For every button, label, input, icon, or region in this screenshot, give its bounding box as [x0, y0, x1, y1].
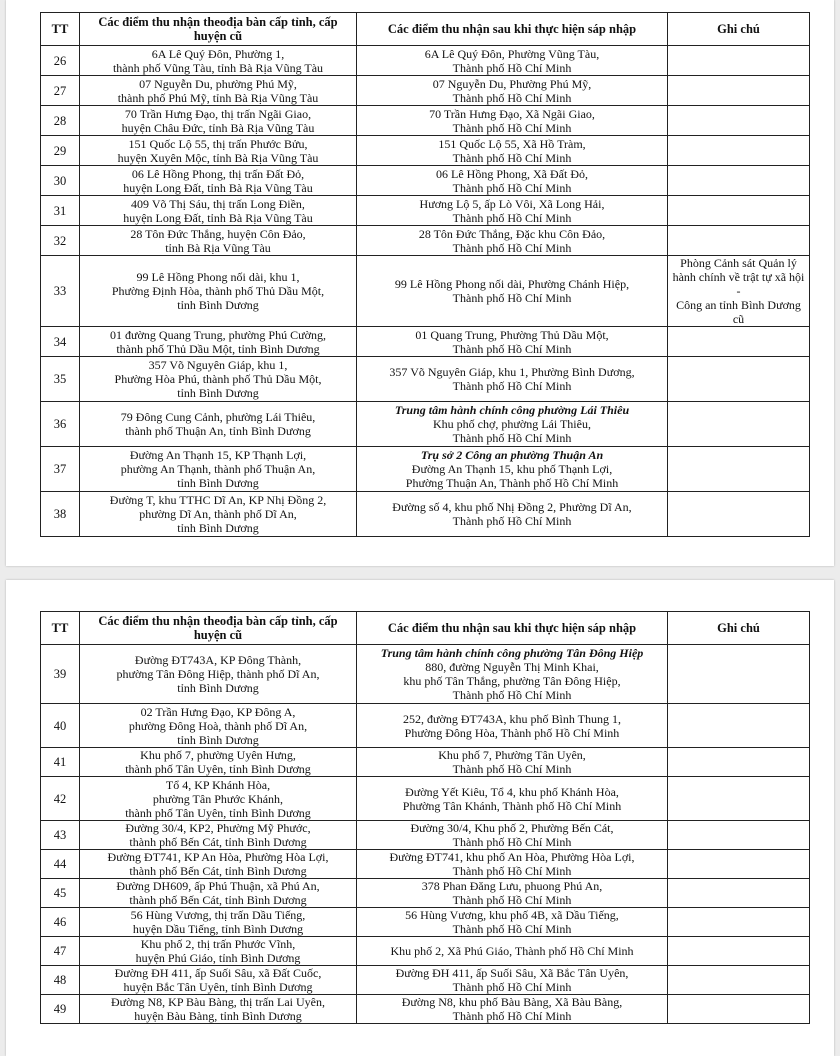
old-location-line: thành phố Phú Mỹ, tỉnh Bà Rịa Vũng Tàu — [117, 90, 319, 105]
old-location-line: huyện Long Đất, tỉnh Bà Rịa Vũng Tàu — [123, 180, 313, 195]
table-row — [41, 76, 810, 106]
note — [668, 327, 810, 357]
table-row — [41, 447, 810, 492]
new-location-line: Thành phố Hồ Chí Minh — [452, 835, 572, 849]
new-location — [357, 850, 668, 879]
new-location — [357, 777, 668, 821]
note — [668, 256, 810, 327]
header-new-location: Các điểm thu nhận sau khi thực hiện sáp nhập — [357, 13, 668, 46]
old-location-line: Tổ 4, KP Khánh Hòa, — [165, 777, 271, 792]
new-location-title: Trụ sở 2 Công an phường Thuận An — [420, 448, 604, 462]
header-old-location — [80, 612, 357, 645]
old-location-line: tỉnh Bình Dương — [177, 386, 259, 400]
table-body — [41, 645, 810, 1024]
old-location-line: huyện Phú Giáo, tỉnh Bình Dương — [135, 951, 301, 965]
old-location-line: huyện Bắc Tân Uyên, tỉnh Bình Dương — [123, 980, 313, 994]
row-number: 37 — [41, 447, 80, 492]
old-location-line: thành phố Tân Uyên, tỉnh Bình Dương — [125, 762, 311, 776]
row-number: 43 — [41, 821, 80, 850]
old-location — [80, 995, 357, 1024]
note — [668, 447, 810, 492]
new-location — [357, 908, 668, 937]
old-location — [80, 704, 357, 748]
old-location — [80, 937, 357, 966]
note — [668, 136, 810, 166]
new-location-line: khu phố Tân Thắng, phường Tân Đông Hiệp, — [403, 674, 621, 688]
new-location — [357, 357, 668, 402]
new-location — [357, 966, 668, 995]
note — [668, 748, 810, 777]
new-location-line: Thành phố Hồ Chí Minh — [452, 864, 572, 878]
note — [668, 850, 810, 879]
old-location-line: phường Tân Đông Hiệp, thành phố Dĩ An, — [116, 667, 320, 681]
old-location-line: 357 Võ Nguyên Giáp, khu 1, — [148, 358, 288, 372]
new-location — [357, 704, 668, 748]
header-row — [41, 13, 810, 46]
old-location-line: tỉnh Bình Dương — [177, 681, 259, 695]
new-location-line: Đường 30/4, Khu phố 2, Phường Bến Cát, — [410, 821, 614, 835]
note — [668, 645, 810, 704]
document-page-2 — [6, 580, 834, 1056]
new-location — [357, 995, 668, 1024]
table-row — [41, 995, 810, 1024]
new-location-line: 56 Hùng Vương, khu phố 4B, xã Dầu Tiếng, — [405, 908, 619, 922]
new-location-line: Phường Thuận An, Thành phố Hồ Chí Minh — [405, 476, 619, 490]
row-number: 42 — [41, 777, 80, 821]
table-row — [41, 136, 810, 166]
old-location-line: 99 Lê Hồng Phong nối dài, khu 1, — [136, 270, 300, 284]
old-location-line: 06 Lê Hồng Phong, thị trấn Đất Đỏ, — [131, 166, 305, 181]
new-location-line: 6A Lê Quý Đôn, Phường Vũng Tàu, — [424, 46, 600, 61]
table-row — [41, 908, 810, 937]
new-location — [357, 402, 668, 447]
new-location-line: Khu phố 7, Phường Tân Uyên, — [438, 748, 586, 762]
note-line: Công an tỉnh Bình Dương cũ — [676, 298, 801, 326]
table-row — [41, 821, 810, 850]
row-number: 40 — [41, 704, 80, 748]
row-number: 38 — [41, 492, 80, 537]
note — [668, 966, 810, 995]
old-location-line: Đường 30/4, KP2, Phường Mỹ Phước, — [125, 821, 311, 835]
row-number: 45 — [41, 879, 80, 908]
old-location-line: 28 Tôn Đức Thắng, huyện Côn Đảo, — [130, 226, 306, 241]
new-location-line: Thành phố Hồ Chí Minh — [452, 1009, 572, 1023]
row-number: 26 — [41, 46, 80, 76]
old-location — [80, 46, 357, 76]
row-number: 29 — [41, 136, 80, 166]
new-location-line: Phường Đông Hòa, Thành phố Hồ Chí Minh — [404, 725, 620, 740]
header-row — [41, 612, 810, 645]
note — [668, 995, 810, 1024]
old-location-line: thành phố Tân Uyên, tỉnh Bình Dương — [125, 805, 311, 820]
row-number: 32 — [41, 226, 80, 256]
new-location-line: 07 Nguyễn Du, Phường Phú Mỹ, — [432, 76, 592, 91]
row-number: 49 — [41, 995, 80, 1024]
new-location-line: 378 Phan Đăng Lưu, phuong Phú An, — [421, 879, 603, 893]
old-location-line: tỉnh Bình Dương — [177, 732, 259, 747]
note — [668, 704, 810, 748]
new-location — [357, 46, 668, 76]
old-location — [80, 106, 357, 136]
table-body — [41, 46, 810, 537]
old-location — [80, 76, 357, 106]
note — [668, 357, 810, 402]
old-location-line: 6A Lê Quý Đôn, Phường 1, — [151, 46, 285, 61]
old-location-line: thành phố Bến Cát, tỉnh Bình Dương — [129, 835, 307, 849]
old-location — [80, 136, 357, 166]
new-location-line: Thành phố Hồ Chí Minh — [452, 210, 572, 225]
new-location-line: Khu phố chợ, phường Lái Thiêu, — [433, 417, 591, 431]
new-location-line: 70 Trần Hưng Đạo, Xã Ngãi Giao, — [429, 106, 595, 121]
row-number: 41 — [41, 748, 80, 777]
old-location-line: huyện Bàu Bàng, tỉnh Bình Dương — [134, 1009, 302, 1023]
old-location-line: huyện Dầu Tiếng, tỉnh Bình Dương — [132, 922, 304, 936]
new-location-line: Đường ĐT741, khu phố An Hòa, Phường Hòa Lợi, — [389, 850, 635, 864]
new-location-line: 01 Quang Trung, Phường Thủ Dầu Một, — [415, 327, 609, 342]
old-location-line: phường Dĩ An, thành phố Dĩ An, — [139, 507, 297, 521]
old-location-line: thành phố Bến Cát, tỉnh Bình Dương — [129, 864, 307, 878]
new-location — [357, 196, 668, 226]
old-location — [80, 402, 357, 447]
old-location — [80, 327, 357, 357]
header-old-line: địa bàn cấp tỉnh, cấp huyện cũ — [193, 614, 338, 642]
old-location-line: huyện Xuyên Mộc, tỉnh Bà Rịa Vũng Tàu — [117, 150, 319, 165]
row-number: 34 — [41, 327, 80, 357]
old-location — [80, 777, 357, 821]
note — [668, 492, 810, 537]
old-location — [80, 821, 357, 850]
new-location-line: Thành phố Hồ Chí Minh — [452, 180, 572, 195]
old-location — [80, 748, 357, 777]
row-number: 30 — [41, 166, 80, 196]
new-location-line: Thành phố Hồ Chí Minh — [452, 90, 572, 105]
old-location-line: huyện Long Đất, tỉnh Bà Rịa Vũng Tàu — [123, 210, 313, 225]
row-number: 48 — [41, 966, 80, 995]
header-old-line: Các điểm thu nhận theo — [98, 614, 227, 628]
row-number: 39 — [41, 645, 80, 704]
new-location-line: Thành phố Hồ Chí Minh — [452, 762, 572, 776]
new-location-line: Phường Tân Khánh, Thành phố Hồ Chí Minh — [402, 798, 622, 813]
note — [668, 76, 810, 106]
old-location-line: Đường An Thạnh 15, KP Thạnh Lợi, — [129, 448, 307, 462]
header-old-line: Các điểm thu nhận theo — [98, 15, 227, 29]
table-row — [41, 46, 810, 76]
note — [668, 908, 810, 937]
header-old-location — [80, 13, 357, 46]
table-row — [41, 966, 810, 995]
table-row — [41, 777, 810, 821]
old-location-line: thành phố Vũng Tàu, tỉnh Bà Rịa Vũng Tàu — [112, 60, 324, 75]
old-location — [80, 357, 357, 402]
old-location-line: Khu phố 2, thị trấn Phước Vĩnh, — [140, 937, 296, 951]
note — [668, 879, 810, 908]
new-location-line: Đường An Thạnh 15, khu phố Thạnh Lợi, — [411, 462, 613, 476]
old-location — [80, 966, 357, 995]
new-location-line: Thành phố Hồ Chí Minh — [452, 120, 572, 135]
row-number: 46 — [41, 908, 80, 937]
new-location-line: Hương Lộ 5, ấp Lò Vôi, Xã Long Hải, — [419, 196, 605, 211]
old-location-line: Đường ĐT743A, KP Đông Thành, — [134, 653, 302, 667]
new-location-line: Thành phố Hồ Chí Minh — [452, 514, 572, 528]
note-line: Phòng Cảnh sát Quản lý — [680, 256, 797, 270]
new-location — [357, 879, 668, 908]
new-location-line: Thành phố Hồ Chí Minh — [452, 980, 572, 994]
old-location-line: 151 Quốc Lộ 55, thị trấn Phước Bửu, — [128, 136, 308, 151]
new-location-line: Thành phố Hồ Chí Minh — [452, 893, 572, 907]
header-tt: TT — [41, 612, 80, 645]
reception-points-table-1 — [40, 12, 810, 537]
header-old-line: địa bàn cấp tỉnh, cấp huyện cũ — [193, 15, 338, 43]
table-row — [41, 879, 810, 908]
old-location — [80, 850, 357, 879]
table-row — [41, 748, 810, 777]
new-location-line: Đường N8, khu phố Bàu Bàng, Xã Bàu Bàng, — [401, 995, 623, 1009]
note — [668, 937, 810, 966]
new-location — [357, 166, 668, 196]
old-location-line: 409 Võ Thị Sáu, thị trấn Long Điền, — [131, 196, 305, 211]
header-note: Ghi chú — [668, 612, 810, 645]
new-location-line: 06 Lê Hồng Phong, Xã Đất Đỏ, — [436, 166, 588, 181]
old-location — [80, 492, 357, 537]
old-location-line: tỉnh Bình Dương — [177, 298, 259, 312]
old-location-line: thành phố Bến Cát, tỉnh Bình Dương — [129, 893, 307, 907]
old-location-line: Phường Hòa Phú, thành phố Thủ Dầu Một, — [114, 372, 322, 386]
row-number: 47 — [41, 937, 80, 966]
new-location — [357, 447, 668, 492]
old-location-line: thành phố Thuận An, tỉnh Bình Dương — [125, 424, 311, 438]
note — [668, 402, 810, 447]
note — [668, 46, 810, 76]
new-location-line: 252, đường ĐT743A, khu phố Bình Thung 1, — [403, 711, 621, 726]
table-header — [41, 13, 810, 46]
table-row — [41, 492, 810, 537]
new-location — [357, 106, 668, 136]
table-row — [41, 226, 810, 256]
row-number: 33 — [41, 256, 80, 327]
document-page-1 — [6, 0, 834, 566]
new-location-line: Đường số 4, khu phố Nhị Đồng 2, Phường Dĩ An, — [392, 500, 632, 514]
new-location-line: 880, đường Nguyễn Thị Minh Khai, — [425, 660, 599, 674]
new-location-line: Thành phố Hồ Chí Minh — [452, 379, 572, 393]
old-location — [80, 879, 357, 908]
table-row — [41, 850, 810, 879]
old-location-line: 79 Đông Cung Cảnh, phường Lái Thiêu, — [120, 410, 316, 424]
new-location-line: Đường ĐH 411, ấp Suối Sâu, Xã Bắc Tân Uyên, — [395, 966, 629, 980]
row-number: 27 — [41, 76, 80, 106]
table-row — [41, 327, 810, 357]
table-row — [41, 106, 810, 136]
old-location-line: phường An Thạnh, thành phố Thuận An, — [120, 462, 316, 476]
old-location-line: Đường ĐT741, KP An Hòa, Phường Hòa Lợi, — [107, 850, 329, 864]
note-line: hành chính về trật tự xã hội - — [672, 270, 805, 298]
old-location-line: phường Tân Phước Khánh, — [152, 791, 284, 806]
table-row — [41, 645, 810, 704]
table-row — [41, 357, 810, 402]
old-location-line: tỉnh Bà Rịa Vũng Tàu — [165, 240, 271, 255]
old-location-line: 07 Nguyễn Du, phường Phú Mỹ, — [139, 76, 297, 91]
new-location — [357, 492, 668, 537]
new-location — [357, 136, 668, 166]
new-location-title: Trung tâm hành chính công phường Tân Đông Hiệp — [380, 646, 644, 660]
note — [668, 106, 810, 136]
new-location — [357, 821, 668, 850]
old-location-line: 56 Hùng Vương, thị trấn Dầu Tiếng, — [130, 908, 306, 922]
new-location-line: Thành phố Hồ Chí Minh — [452, 431, 572, 445]
row-number: 28 — [41, 106, 80, 136]
old-location-line: Đường ĐH 411, ấp Suối Sâu, xã Đất Cuốc, — [114, 966, 322, 980]
old-location-line: thành phố Thủ Dầu Một, tỉnh Bình Dương — [116, 341, 320, 356]
new-location — [357, 937, 668, 966]
new-location-line: 99 Lê Hồng Phong nối dài, Phường Chánh Hiệp, — [394, 277, 630, 291]
note — [668, 777, 810, 821]
old-location — [80, 196, 357, 226]
row-number: 35 — [41, 357, 80, 402]
new-location-title: Trung tâm hành chính công phường Lái Thiêu — [394, 403, 630, 417]
table-row — [41, 402, 810, 447]
old-location-line: 02 Trần Hưng Đạo, KP Đông A, — [140, 704, 296, 719]
note — [668, 226, 810, 256]
row-number: 31 — [41, 196, 80, 226]
table-header — [41, 612, 810, 645]
old-location — [80, 256, 357, 327]
old-location-line: Đường T, khu TTHC Dĩ An, KP Nhị Đồng 2, — [109, 493, 327, 507]
table-row — [41, 256, 810, 327]
new-location-line: 28 Tôn Đức Thắng, Đặc khu Côn Đảo, — [418, 226, 606, 241]
new-location-line: Thành phố Hồ Chí Minh — [452, 240, 572, 255]
new-location-line: 357 Võ Nguyên Giáp, khu 1, Phường Bình Dương, — [389, 365, 635, 379]
old-location-line: 01 đường Quang Trung, phường Phú Cường, — [110, 327, 326, 342]
old-location-line: huyện Châu Đức, tỉnh Bà Rịa Vũng Tàu — [121, 120, 315, 135]
old-location-line: Phường Định Hòa, thành phố Thủ Dầu Một, — [111, 284, 325, 298]
new-location — [357, 256, 668, 327]
new-location — [357, 748, 668, 777]
row-number: 44 — [41, 850, 80, 879]
reception-points-table-2 — [40, 611, 810, 1024]
new-location-line: Thành phố Hồ Chí Minh — [452, 150, 572, 165]
new-location-line: Thành phố Hồ Chí Minh — [452, 341, 572, 356]
old-location-line: Đường N8, KP Bàu Bàng, thị trấn Lai Uyên, — [110, 995, 326, 1009]
old-location-line: Khu phố 7, phường Uyên Hưng, — [140, 748, 296, 762]
note — [668, 166, 810, 196]
new-location-line: Thành phố Hồ Chí Minh — [452, 60, 572, 75]
table-row — [41, 166, 810, 196]
old-location-line: phường Đông Hoà, thành phố Dĩ An, — [128, 718, 308, 733]
note — [668, 821, 810, 850]
old-location — [80, 166, 357, 196]
new-location-line: 151 Quốc Lộ 55, Xã Hồ Tràm, — [438, 136, 586, 151]
old-location-line: Đường DH609, ấp Phú Thuận, xã Phú An, — [116, 879, 320, 893]
row-number: 36 — [41, 402, 80, 447]
new-location-line: Thành phố Hồ Chí Minh — [452, 688, 572, 702]
table-row — [41, 196, 810, 226]
new-location-line: Đường Yết Kiêu, Tổ 4, khu phố Khánh Hòa, — [405, 784, 619, 799]
new-location — [357, 645, 668, 704]
table-row — [41, 704, 810, 748]
old-location — [80, 645, 357, 704]
old-location-line: tỉnh Bình Dương — [177, 521, 259, 535]
new-location-line: Thành phố Hồ Chí Minh — [452, 291, 572, 305]
old-location — [80, 447, 357, 492]
new-location-line: Khu phố 2, Xã Phú Giáo, Thành phố Hồ Chí Minh — [390, 944, 634, 958]
new-location-line: Thành phố Hồ Chí Minh — [452, 922, 572, 936]
note — [668, 196, 810, 226]
old-location — [80, 908, 357, 937]
old-location — [80, 226, 357, 256]
header-tt: TT — [41, 13, 80, 46]
new-location — [357, 327, 668, 357]
old-location-line: tỉnh Bình Dương — [177, 476, 259, 490]
new-location — [357, 226, 668, 256]
table-row — [41, 937, 810, 966]
header-note: Ghi chú — [668, 13, 810, 46]
old-location-line: 70 Trần Hưng Đạo, thị trấn Ngãi Giao, — [124, 106, 312, 121]
new-location — [357, 76, 668, 106]
header-new-location: Các điểm thu nhận sau khi thực hiện sáp nhập — [357, 612, 668, 645]
